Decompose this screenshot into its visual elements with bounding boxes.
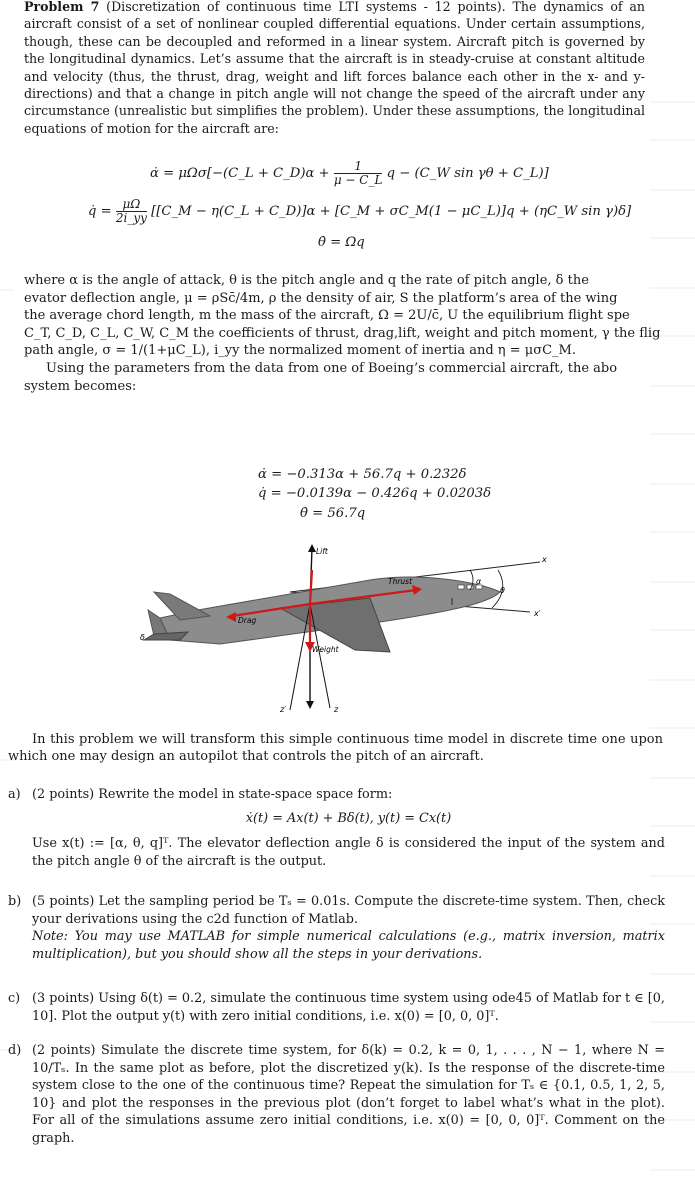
part-c-label: c) <box>8 991 21 1006</box>
delta-label: δ <box>140 633 145 642</box>
part-b <box>8 893 665 963</box>
theta-label: θ <box>500 586 505 595</box>
lin-eq2: q̇ = −0.0139α − 0.426q + 0.0203δ <box>258 486 492 501</box>
where-line-3: the average chord length, m the mass of the aircraft, Ω = 2U/c̄, U the equilibrium flight spe <box>24 308 630 324</box>
lift-arrowhead <box>308 544 316 552</box>
eq1-fraction <box>334 160 383 187</box>
part-c-text1: (3 points) Using δ(t) = 0.2, simulate the continuous time system using ode45 of Matlab for t ∈ [0, 10]. Plot the output y(t) with zero initial conditions, i.e. x(0) = [0, 0, 0]ᵀ. <box>32 991 665 1024</box>
where-line-2: evator deflection angle, μ = ρSc̄/4m, ρ the density of air, S the platform’s area of the wing <box>24 290 618 306</box>
eq1-frac-num: 1 <box>334 160 383 174</box>
eq3: θ̇ = Ωq <box>318 235 365 250</box>
weight-label: Weight <box>312 645 339 654</box>
intro-paragraph <box>24 0 645 137</box>
nonlinear-eq-alpha <box>150 160 549 187</box>
part-b-note: Note: You may use MATLAB for simple numerical calculations (e.g., matrix inversion, matrix multiplication), but you should show all the steps in your derivations. <box>32 929 665 962</box>
zprime-label: z′ <box>280 705 287 714</box>
alpha-label: α <box>476 577 482 586</box>
part-a-text2: Use x(t) := [α, θ, q]ᵀ. The elevator deflection angle δ is considered the input of the system and the pitch angle θ of the aircraft is the output. <box>32 836 665 869</box>
window-1 <box>458 585 464 589</box>
eq1-tail: q − (C_W sin γθ + C_L)] <box>386 166 549 181</box>
lift-label: Lift <box>316 547 328 556</box>
xprime-label: x′ <box>534 609 541 618</box>
part-d-text1: (2 points) Simulate the discrete time system, for δ(k) = 0.2, k = 0, 1, . . . , N − 1, where N = 10/Tₛ. In the same plot as before, plot the discretized y(k). Is the response of the discrete-time system close to the one of the continuous time? Repeat the simulation for Tₛ ∈ {0.1, 0.5, 1, 2, 5, 10} and plot the responses in the previous plot (don’t forget to label what’s what in the plot). For all of the simulations assume zero initial conditions, i.e. x(0) = [0, 0, 0]ᵀ. Comment on the graph. <box>32 1043 665 1146</box>
nonlinear-eq-theta <box>318 235 365 250</box>
aircraft-diagram <box>140 540 580 715</box>
part-a-equation: ẋ(t) = Ax(t) + Bδ(t), y(t) = Cx(t) <box>245 810 452 826</box>
part-a-label: a) <box>8 787 21 802</box>
linear-eq-theta <box>300 506 365 521</box>
x-label: x <box>542 555 547 564</box>
part-b-label: b) <box>8 894 22 909</box>
thrust-label: Thrust <box>388 577 413 586</box>
eq1-head: α̇ = μΩσ[−(C_L + C_D)α + <box>150 166 330 181</box>
drag-label: Drag <box>238 616 257 625</box>
problem-intro: The dynamics of an aircraft consist of a set of nonlinear coupled differential equations. Under certain assumptions, though, these can be decoupled and reformed in a linear system. Aircraft pitch is governed by the longitudinal dynamics. Let’s assume that the aircraft is in steady-cruise at constant altitude and velocity (thus, the thrust, drag, weight and lift forces balance each other in the x- and y-directions) and that a change in pitch angle will not change the speed of the aircraft under any circumstance (unrealistic but simplifies the problem). Under these assumptions, the longitudinal equations of motion for the aircraft are: <box>24 0 645 136</box>
where-line-4: C_T, C_D, C_L, C_W, C_M the coefficients of thrust, drag,lift, weight and pitch moment, γ the flig <box>24 325 661 341</box>
eq2-lhs: q̇ = <box>88 204 112 219</box>
where-line-7: system becomes: <box>24 378 137 394</box>
transition-paragraph: In this problem we will transform this simple continuous time model in discrete time one upon which one may design an autopilot that controls the pitch of an aircraft. <box>8 732 663 765</box>
lin-eq3: θ̇ = 56.7q <box>300 506 366 521</box>
part-d-label: d) <box>8 1043 22 1058</box>
part-d <box>8 1042 665 1148</box>
where-line-1: where α is the angle of attack, θ is the pitch angle and q the rate of pitch angle, δ the <box>24 273 589 288</box>
where-line-6: Using the parameters from the data from one of Boeing’s commercial aircraft, the abo <box>46 360 618 376</box>
linear-eq-q <box>258 486 491 501</box>
eq2-fraction <box>116 198 147 225</box>
eq1-frac-den: μ − C_L <box>333 173 383 187</box>
part-c <box>8 990 665 1025</box>
part-b-text1: (5 points) Let the sampling period be Tₛ = 0.01s. Compute the discrete-time system. Then, check your derivations using the c2d function of Matlab. <box>32 894 665 927</box>
part-a-text1: (2 points) Rewrite the model in state-space space form: <box>32 787 393 802</box>
nonlinear-eq-q <box>88 198 631 225</box>
tail-fin-top-shape <box>154 592 210 620</box>
where-block <box>24 272 674 395</box>
eq2-frac-den: 2i_yy <box>115 211 147 225</box>
z-label: z <box>334 705 339 714</box>
lin-eq1: α̇ = −0.313α + 56.7q + 0.232δ <box>258 467 467 482</box>
part-a <box>8 786 665 870</box>
eq2-tail: [[C_M − η(C_L + C_D)]α + [C_M + σC_M(1 − μC_L)]q + (ηC_W sin γ)δ] <box>151 204 632 219</box>
where-line-5: path angle, σ = 1/(1+μC_L), i_yy the normalized moment of inertia and η = μσC_M. <box>24 343 576 359</box>
problem-heading: Problem 7 <box>24 0 100 14</box>
problem-heading-rest: (Discretization of continuous time LTI systems - 12 points). <box>99 0 506 14</box>
weight-arrowhead <box>306 701 314 709</box>
elevator-shape <box>144 632 188 640</box>
eq2-frac-num: μΩ <box>116 198 147 212</box>
linear-eq-alpha <box>258 467 466 482</box>
